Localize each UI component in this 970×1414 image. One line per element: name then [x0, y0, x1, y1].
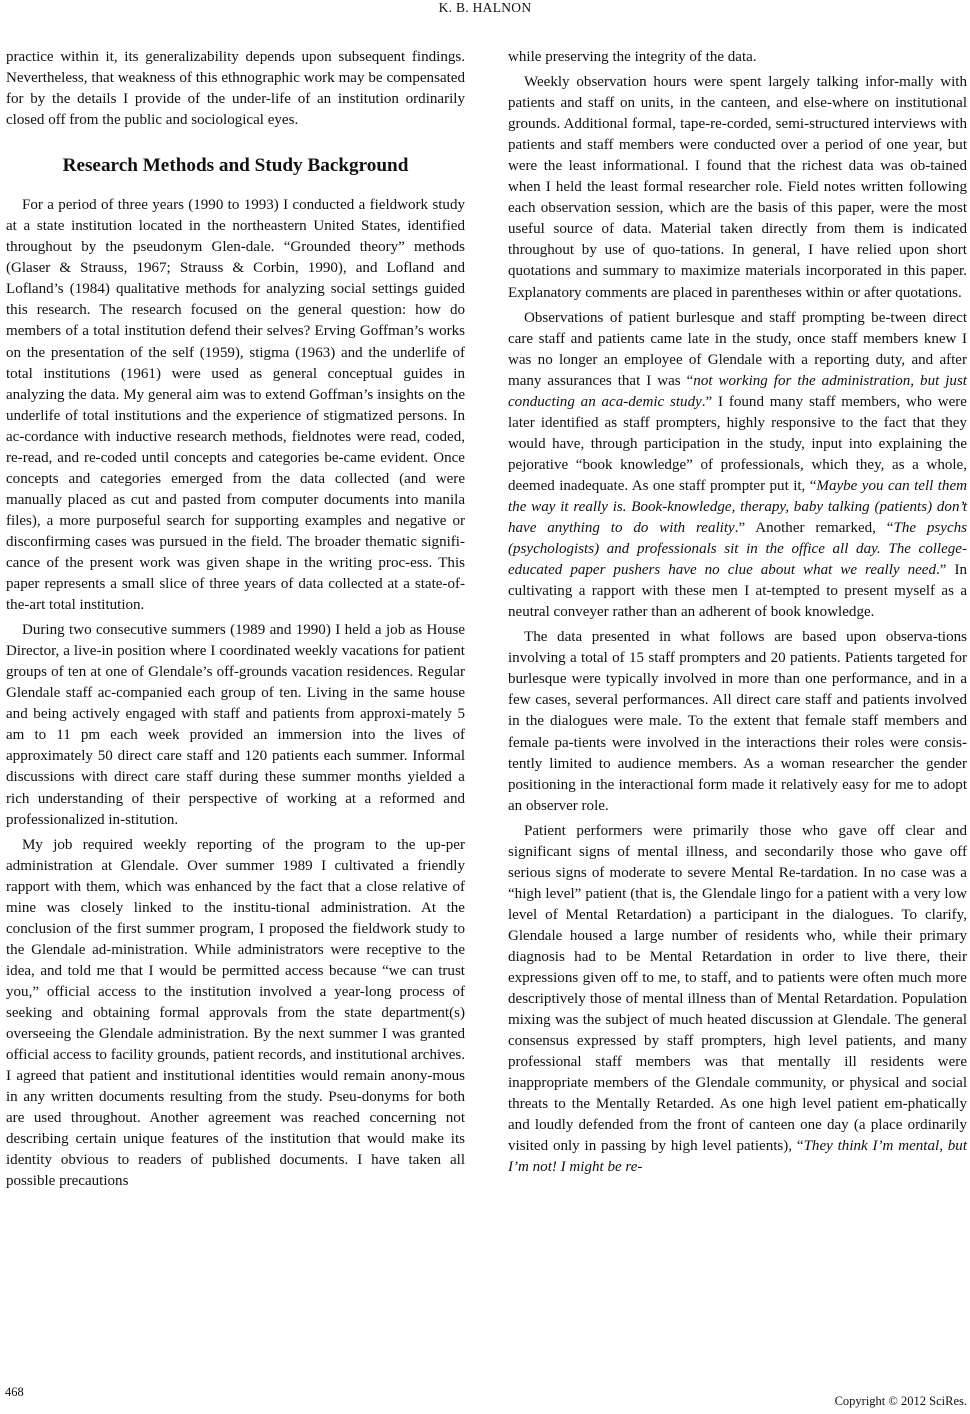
paragraph-observation-hours: Weekly observation hours were spent largely talking infor-mally with patients and staff on units, in the canteen, and else-where on institutional grounds. Additional formal, tape-re-corded, semi-structured interviews with patients and staff members were conducted over a period of one year, but were the least informational. I found that the richest data was ob-tained when I held the least formal researcher role. Field notes written following each observation session, which are the basis of this paper, were the most useful source of data. Material taken directly from them is indicated throughout by use of quo-tations. In general, I have relied upon short quotations and summary to maximize materials incorporated in this paper. Explanatory comments are placed in parentheses within or after quotations. [508, 74, 967, 301]
quotation-italic: The psychs (psychologists) and professionals sit in the office all day. The college-educated paper pushers have no clue about what we really need [508, 520, 968, 579]
paragraph-reporting: My job required weekly reporting of the program to the up-per administration at Glendale. Over summer 1989 I cultivated a friendly rapport with them, which was enhanced by the fact that a close relative of mine was closely linked to the institu-tional administration. At the conclusion of the first summer program, I proposed the fieldwork study to the Glendale ad-ministration. While administrators were receptive to the idea, and told me that I would be permitted access because “we can trust you,” official access to the institution involved a year-long process of seeking and obtaining formal approvals from the state department(s) overseeing the Glendale administration. By the next summer I was granted official access to facility grounds, patient records, and institutional archives. I agreed that patient and institutional identities would remain anony-mous in any written documents resulting from the study. Pseu-donyms for both are used throughout. Another agreement was reached concerning not describing certain unique features of the institution that would make its identity obvious to readers of published documents. I have taken all possible precautions [6, 836, 465, 1190]
right-column [508, 47, 967, 1178]
section-title: Research Methods and Study Background [62, 155, 409, 177]
left-column [6, 47, 465, 1192]
text-run: .” Another remarked, “ [734, 520, 894, 537]
paragraph-continuation: while preserving the integrity of the data. [508, 49, 757, 65]
text-run: .” In cultivating a rapport with these men I at-tempted to present myself as a neutral conveyer rather than an adherent of book knowledge. [508, 562, 967, 621]
text-run: .” I found many staff members, who were later identified as staff prompters, highly responsive to the fact that they would have, through participation in the study, input into explaining the pejorative “book knowledge” of professionals, which they, as a whole, deemed inadequate. As one staff prompter put it, “ [508, 393, 967, 494]
paragraph-data-presented: The data presented in what follows are based upon observa-tions involving a total of 15 staff prompters and 20 patients. Patients targeted for burlesque were typically involved in more than one performance, and in a few cases, several performances. All direct care staff and patients involved in the dialogues were male. To the extent that female staff members and female pa-tients were involved in the interactions their roles were consis-tently limited to audience members. As a woman researcher the gender positioning in the interactional form made it relatively easy for me to adopt an observer role. [508, 629, 967, 814]
paragraph-intro: practice within it, its generalizability depends upon subsequent findings. Nevertheless, that weakness of this ethnographic work may be compensated for by the details I provide of the under-life of an institution ordinarily closed off from the public and sociological eyes. [6, 49, 465, 129]
text-run: Observations of patient burlesque and staff prompting be-tween direct care staff and patients came late in the study, once staff members knew I was no longer an employee of Glendale with a reporting duty, and after many assurances that I was “ [508, 309, 967, 389]
quotation-italic: They think I’m mental, but I’m not! I might be re- [508, 1138, 967, 1176]
quotation-italic: not working for the administration, but just conducting an aca-demic study [508, 372, 967, 410]
running-head: K. B. HALNON [438, 0, 532, 15]
paragraph-summer-job: During two consecutive summers (1989 and 1990) I held a job as House Director, a live-in position where I coordinated weekly vacations for patient groups of ten at one of Glendale’s off-grounds vacation residences. Regular Glendale staff ac-companied each group of ten. Living in the same house and being actively engaged with staff and patients from approxi-mately 5 am to 11 pm each week provided an immersion into the lives of approximately 50 direct care staff and 120 patients each summer. Informal discussions with direct care staff during these summer months yielded a rich understanding of their perspective of working at a reformed and professionalized in-stitution. [6, 622, 465, 828]
paragraph-research-methods: For a period of three years (1990 to 1993) I conducted a fieldwork study at a state institution located in the northeastern United States, identified throughout by the pseudonym Glen-dale. “Grounded theory” methods (Glaser & Strauss, 1967; Strauss & Corbin, 1990), and Lofland and Lofland’s (1984) qualitative methods for analyzing social settings guided this research. The research focused on the general question: how do members of a total institution defend their selves? Erving Goffman’s works on the presentation of the self (1959), stigma (1963) and the underlife of total institutions (1961) were used as general conceptual guides in analyzing the data. My general aim was to extend Goffman’s insights on the underlife of total institutions and the experience of stigmatized persons. In ac-cordance with inductive research methods, fieldnotes were read, coded, re-read, and re-coded until concepts and categories be-came evident. Once concepts and categories emerged from the data collected (and were manually placed as cut and pasted from computer documents into manila files), a more purposeful search for supporting examples and negative or disconfirming cases was pursued in the field. The broader thematic signifi-cance of the present work was given shape in the writing proc-ess. This paper represents a small slice of three years of data collected at a state-of-the-art total institution. [6, 197, 465, 614]
quotation-italic: Maybe you can tell them the way it really is. Book-knowledge, therapy, baby talking (patients) don’t have anything to do with reality [508, 477, 967, 537]
text-run: Patient performers were primarily those who gave off clear and significant signs of mental illness, and secondarily those who gave off serious signs of moderate to severe Mental Re-tardation. In no case was a “high level” patient (that is, the Glendale lingo for a patient with a very low level of Mental Retardation) a participant in the dialogues. To clarify, Glendale housed a large number of residents who, while their primary diagnosis had to be Mental Retardation in order to live there, their expressions given off to me, to staff, and to patients were often much more descriptively those of mental illness than of Mental Retardation. Population mixing was the subject of much heated discussion at Glendale. The general consensus expressed by staff prompters, high level patients, and many professional staff members was that mentally ill residents were inappropriate members of the Glendale community, or physical and social threats to the Mentally Retarded. As one high level patient em-phatically and loudly defended from the front of canteen one day (a place ordinarily visited only in passing by high level patients), “ [508, 822, 967, 1155]
page-number: 468 [5, 1385, 24, 1399]
paragraph-burlesque-observations [508, 308, 967, 624]
copyright-notice: Copyright © 2012 SciRes. [834, 1394, 967, 1408]
paragraph-patient-performers [508, 821, 967, 1179]
